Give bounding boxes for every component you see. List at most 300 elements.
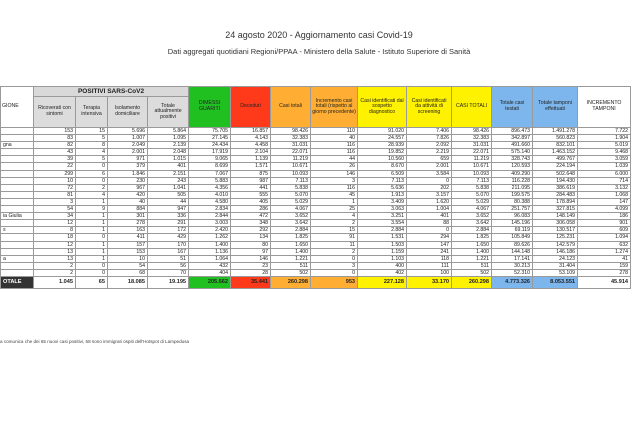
- incremento-tamponi-cell: 45.914: [578, 276, 631, 288]
- ricoverati-cell: 10: [34, 177, 76, 184]
- table-row: [1, 149, 631, 156]
- dimessi-guariti-cell: 8.699: [189, 163, 231, 170]
- region-cell: [1, 135, 34, 142]
- casi-totali-cell: 2.884: [271, 227, 311, 234]
- incremento-tamponi-cell: 609: [578, 227, 631, 234]
- casi-totali-cell: 5.029: [271, 198, 311, 205]
- attualmente-positivi-cell: 70: [148, 269, 189, 276]
- incremento-casi-cell: 26: [311, 163, 358, 170]
- attualmente-positivi-cell: 505: [148, 191, 189, 198]
- casi-totali-cell: 22.071: [271, 149, 311, 156]
- table-row: [1, 198, 631, 205]
- incremento-tamponi-cell: 714: [578, 177, 631, 184]
- isolamento-header: Isolamento domiciliare: [108, 97, 148, 128]
- ricoverati-cell: 54: [34, 206, 76, 213]
- screening-cell: 0: [407, 177, 452, 184]
- table-row: [1, 163, 631, 170]
- terapia-intensiva-cell: 4: [76, 149, 108, 156]
- region-cell: ia Giulia: [1, 213, 34, 220]
- isolamento-cell: 1.846: [108, 170, 148, 177]
- casi-totali-2-header: CASI TOTALI: [452, 87, 492, 128]
- incremento-casi-header: Incremento casi totali (rispetto al giorno precedente): [311, 87, 358, 128]
- totale-casi-testati-cell: 4.773.326: [492, 276, 533, 288]
- region-cell: [1, 206, 34, 213]
- table-row: [1, 262, 631, 269]
- incremento-casi-cell: 25: [311, 206, 358, 213]
- deceduti-cell: 405: [231, 198, 271, 205]
- incremento-casi-cell: 116: [311, 142, 358, 149]
- screening-cell: 147: [407, 241, 452, 248]
- casi-totali-cell: 3.642: [271, 220, 311, 227]
- attualmente-positivi-cell: 1.095: [148, 135, 189, 142]
- casi-totali-cell: 1.221: [271, 255, 311, 262]
- attualmente-positivi-cell: 1.041: [148, 184, 189, 191]
- incremento-casi-cell: 15: [311, 227, 358, 234]
- table-row: [1, 170, 631, 177]
- deceduti-cell: 80: [231, 241, 271, 248]
- region-header: GIONE: [1, 87, 34, 128]
- casi-totali-2-cell: 1.400: [452, 248, 492, 255]
- isolamento-cell: 153: [108, 248, 148, 255]
- region-cell: [1, 220, 34, 227]
- page-title: 24 agosto 2020 - Aggiornamento casi Covid-19: [225, 30, 413, 40]
- region-cell: [1, 241, 34, 248]
- region-cell: [1, 177, 34, 184]
- ricoverati-cell: 12: [34, 241, 76, 248]
- terapia-intensiva-cell: 0: [76, 262, 108, 269]
- attualmente-positivi-cell: 51: [148, 255, 189, 262]
- ricoverati-cell: 81: [34, 191, 76, 198]
- screening-cell: 33.170: [407, 276, 452, 288]
- incremento-tamponi-cell: 9.468: [578, 149, 631, 156]
- deceduti-cell: 28: [231, 269, 271, 276]
- dimessi-guariti-cell: 9.065: [189, 156, 231, 163]
- sospetto-diagnostico-cell: 1.103: [358, 255, 407, 262]
- incremento-tamponi-cell: 7.722: [578, 128, 631, 135]
- table-row: [1, 184, 631, 191]
- deceduti-cell: 4.143: [231, 135, 271, 142]
- terapia-intensiva-cell: 9: [76, 206, 108, 213]
- ricoverati-cell: 8: [34, 227, 76, 234]
- totale-tamponi-header: Totale tamponi effettuati: [533, 87, 578, 128]
- region-cell: [1, 170, 34, 177]
- ricoverati-cell: 39: [34, 156, 76, 163]
- terapia-intensiva-cell: 0: [76, 234, 108, 241]
- isolamento-cell: 884: [108, 206, 148, 213]
- ricoverati-header: Ricoverati con sintomi: [34, 97, 76, 128]
- deceduti-cell: 134: [231, 234, 271, 241]
- incremento-casi-cell: 44: [311, 156, 358, 163]
- sospetto-diagnostico-cell: 1.531: [358, 234, 407, 241]
- attualmente-positivi-cell: 2.048: [148, 149, 189, 156]
- screening-cell: 294: [407, 234, 452, 241]
- ricoverati-cell: 82: [34, 142, 76, 149]
- sospetto-diagnostico-cell: 24.557: [358, 135, 407, 142]
- table-row: [1, 234, 631, 241]
- sospetto-diagnostico-cell: 10.560: [358, 156, 407, 163]
- screening-cell: 1.004: [407, 206, 452, 213]
- sospetto-diagnostico-cell: 400: [358, 262, 407, 269]
- incremento-tamponi-cell: 41: [578, 255, 631, 262]
- totale-tamponi-cell: 53.109: [533, 269, 578, 276]
- deceduti-cell: 472: [231, 213, 271, 220]
- isolamento-cell: 163: [108, 227, 148, 234]
- incremento-tamponi-cell: 1.068: [578, 191, 631, 198]
- sospetto-diagnostico-header: Casi identificati dal sospetto diagnostico: [358, 87, 407, 128]
- screening-cell: 100: [407, 269, 452, 276]
- incremento-casi-cell: 91: [311, 234, 358, 241]
- totale-tamponi-cell: 224.194: [533, 163, 578, 170]
- terapia-intensiva-cell: 1: [76, 227, 108, 234]
- isolamento-cell: 2.049: [108, 142, 148, 149]
- incremento-tamponi-cell: 1.904: [578, 135, 631, 142]
- totale-casi-testati-cell: 144.148: [492, 248, 533, 255]
- attualmente-positivi-cell: 243: [148, 177, 189, 184]
- screening-cell: 7.826: [407, 135, 452, 142]
- incremento-tamponi-cell: 4.099: [578, 206, 631, 213]
- casi-totali-2-cell: 260.298: [452, 276, 492, 288]
- total-row: [1, 276, 631, 288]
- incremento-casi-cell: 0: [311, 255, 358, 262]
- table-row: [1, 227, 631, 234]
- totale-tamponi-cell: 560.823: [533, 135, 578, 142]
- region-cell: gna: [1, 142, 34, 149]
- isolamento-cell: 379: [108, 163, 148, 170]
- attualmente-positivi-cell: 1.015: [148, 156, 189, 163]
- incremento-tamponi-cell: 632: [578, 241, 631, 248]
- sospetto-diagnostico-cell: 1.159: [358, 248, 407, 255]
- region-cell: [1, 149, 34, 156]
- dimessi-guariti-cell: 205.662: [189, 276, 231, 288]
- casi-totali-cell: 502: [271, 269, 311, 276]
- incremento-tamponi-cell: 147: [578, 198, 631, 205]
- screening-cell: 3.584: [407, 170, 452, 177]
- sospetto-diagnostico-cell: 5.636: [358, 184, 407, 191]
- totale-casi-testati-cell: 342.897: [492, 135, 533, 142]
- dimessi-guariti-cell: 1.136: [189, 248, 231, 255]
- table-row: [1, 255, 631, 262]
- totale-casi-testati-header: Totale casi testati: [492, 87, 533, 128]
- screening-cell: 2.219: [407, 149, 452, 156]
- isolamento-cell: 68: [108, 269, 148, 276]
- deceduti-cell: 555: [231, 191, 271, 198]
- dimessi-guariti-cell: 1.262: [189, 234, 231, 241]
- deceduti-cell: 4.458: [231, 142, 271, 149]
- totale-casi-testati-cell: 80.388: [492, 198, 533, 205]
- totale-tamponi-cell: 284.483: [533, 191, 578, 198]
- ricoverati-cell: 3: [34, 198, 76, 205]
- totale-tamponi-cell: 142.579: [533, 241, 578, 248]
- totale-tamponi-cell: 130.517: [533, 227, 578, 234]
- sospetto-diagnostico-cell: 28.939: [358, 142, 407, 149]
- dimessi-guariti-cell: 7.067: [189, 170, 231, 177]
- totale-tamponi-cell: 24.123: [533, 255, 578, 262]
- totale-casi-testati-cell: 145.196: [492, 220, 533, 227]
- screening-cell: 202: [407, 184, 452, 191]
- totale-tamponi-cell: 386.619: [533, 184, 578, 191]
- screening-cell: 111: [407, 262, 452, 269]
- region-cell: [1, 128, 34, 135]
- attualmente-positivi-cell: 167: [148, 248, 189, 255]
- terapia-intensiva-cell: 4: [76, 191, 108, 198]
- totale-casi-testati-cell: 120.593: [492, 163, 533, 170]
- totale-casi-testati-cell: 116.228: [492, 177, 533, 184]
- screening-cell: 3.157: [407, 191, 452, 198]
- ricoverati-cell: 2: [34, 262, 76, 269]
- table-row: [1, 191, 631, 198]
- totale-tamponi-cell: 178.894: [533, 198, 578, 205]
- casi-totali-header: Casi totali: [271, 87, 311, 128]
- dimessi-guariti-cell: 3.003: [189, 220, 231, 227]
- sospetto-diagnostico-cell: 91.020: [358, 128, 407, 135]
- casi-totali-2-cell: 502: [452, 269, 492, 276]
- incremento-casi-cell: 40: [311, 135, 358, 142]
- incremento-tamponi-cell: 901: [578, 220, 631, 227]
- footnote: a comunica che dei 65 nuovi casi positivi, 58 sono immigrati ospiti dell'Hotspot di Lampedusa: [0, 339, 190, 344]
- casi-totali-cell: 1.650: [271, 241, 311, 248]
- region-cell: [1, 191, 34, 198]
- ricoverati-cell: 299: [34, 170, 76, 177]
- deceduti-cell: 23: [231, 262, 271, 269]
- deceduti-cell: 286: [231, 206, 271, 213]
- incremento-casi-cell: 11: [311, 241, 358, 248]
- deceduti-cell: 987: [231, 177, 271, 184]
- sospetto-diagnostico-cell: 3.409: [358, 198, 407, 205]
- casi-totali-cell: 4.067: [271, 206, 311, 213]
- isolamento-cell: 411: [108, 234, 148, 241]
- screening-cell: 401: [407, 213, 452, 220]
- terapia-intensiva-cell: 5: [76, 156, 108, 163]
- incremento-tamponi-cell: 3.059: [578, 156, 631, 163]
- dimessi-guariti-cell: 5.883: [189, 177, 231, 184]
- totale-casi-testati-cell: 96.083: [492, 213, 533, 220]
- incremento-casi-cell: 116: [311, 149, 358, 156]
- region-cell: [1, 163, 34, 170]
- totale-tamponi-cell: 306.058: [533, 220, 578, 227]
- sospetto-diagnostico-cell: 1.503: [358, 241, 407, 248]
- totale-tamponi-cell: 146.186: [533, 248, 578, 255]
- region-cell: [1, 269, 34, 276]
- incremento-tamponi-cell: 6.000: [578, 170, 631, 177]
- ricoverati-cell: 13: [34, 255, 76, 262]
- attualmente-positivi-cell: 401: [148, 163, 189, 170]
- dimessi-guariti-cell: 404: [189, 269, 231, 276]
- sospetto-diagnostico-cell: 6.509: [358, 170, 407, 177]
- table-row: [1, 220, 631, 227]
- screening-cell: 0: [407, 227, 452, 234]
- casi-totali-2-cell: 1.825: [452, 234, 492, 241]
- incremento-tamponi-header: INCREMENTO TAMPONI: [578, 87, 631, 128]
- attualmente-positivi-cell: 5.864: [148, 128, 189, 135]
- incremento-casi-cell: 116: [311, 184, 358, 191]
- casi-totali-2-cell: 98.426: [452, 128, 492, 135]
- totale-casi-testati-cell: 17.141: [492, 255, 533, 262]
- ricoverati-cell: 13: [34, 248, 76, 255]
- casi-totali-2-cell: 22.071: [452, 149, 492, 156]
- screening-cell: 2.092: [407, 142, 452, 149]
- page-subtitle: Dati aggregati quotidiani Regioni/PPAA - Ministero della Salute - Istituto Superiore di Sanità: [167, 47, 471, 56]
- sospetto-diagnostico-cell: 3.554: [358, 220, 407, 227]
- incremento-tamponi-cell: 159: [578, 262, 631, 269]
- casi-totali-2-cell: 1.650: [452, 241, 492, 248]
- totale-tamponi-cell: 148.149: [533, 213, 578, 220]
- incremento-tamponi-cell: 5.019: [578, 142, 631, 149]
- isolamento-cell: 40: [108, 198, 148, 205]
- sospetto-diagnostico-cell: 227.128: [358, 276, 407, 288]
- casi-totali-cell: 1.400: [271, 248, 311, 255]
- totale-tamponi-cell: 8.053.551: [533, 276, 578, 288]
- incremento-tamponi-cell: 278: [578, 269, 631, 276]
- screening-cell: 1.620: [407, 198, 452, 205]
- ricoverati-cell: 18: [34, 234, 76, 241]
- incremento-tamponi-cell: 1.039: [578, 163, 631, 170]
- casi-totali-2-cell: 5.029: [452, 198, 492, 205]
- isolamento-cell: 971: [108, 156, 148, 163]
- isolamento-cell: 10: [108, 255, 148, 262]
- table-row: [1, 241, 631, 248]
- region-cell: [1, 248, 34, 255]
- casi-totali-2-cell: 5.838: [452, 184, 492, 191]
- dimessi-guariti-cell: 2.834: [189, 206, 231, 213]
- region-cell: [1, 262, 34, 269]
- terapia-intensiva-cell: 2: [76, 184, 108, 191]
- dimessi-guariti-cell: 1.064: [189, 255, 231, 262]
- attualmente-positivi-header: Totale attualmente positivi: [148, 97, 189, 128]
- totale-tamponi-cell: 1.491.278: [533, 128, 578, 135]
- incremento-casi-cell: 45: [311, 191, 358, 198]
- totale-tamponi-cell: 31.404: [533, 262, 578, 269]
- totale-casi-testati-cell: 199.575: [492, 191, 533, 198]
- terapia-intensiva-header: Terapia intensiva: [76, 97, 108, 128]
- attualmente-positivi-cell: 44: [148, 198, 189, 205]
- attualmente-positivi-cell: 429: [148, 234, 189, 241]
- sospetto-diagnostico-cell: 19.852: [358, 149, 407, 156]
- totale-casi-testati-cell: 69.119: [492, 227, 533, 234]
- isolamento-cell: 157: [108, 241, 148, 248]
- totale-tamponi-cell: 499.767: [533, 156, 578, 163]
- screening-cell: 118: [407, 255, 452, 262]
- region-cell: [1, 184, 34, 191]
- casi-totali-cell: 98.426: [271, 128, 311, 135]
- deceduti-cell: 97: [231, 248, 271, 255]
- sospetto-diagnostico-cell: 8.670: [358, 163, 407, 170]
- casi-totali-cell: 31.031: [271, 142, 311, 149]
- isolamento-cell: 54: [108, 262, 148, 269]
- screening-cell: 659: [407, 156, 452, 163]
- totale-tamponi-cell: 194.430: [533, 177, 578, 184]
- casi-totali-2-cell: 1.221: [452, 255, 492, 262]
- sospetto-diagnostico-cell: 1.913: [358, 191, 407, 198]
- attualmente-positivi-cell: 2.139: [148, 142, 189, 149]
- attualmente-positivi-cell: 170: [148, 241, 189, 248]
- casi-totali-2-cell: 10.671: [452, 163, 492, 170]
- deceduti-cell: 292: [231, 227, 271, 234]
- terapia-intensiva-cell: 6: [76, 170, 108, 177]
- isolamento-cell: 5.696: [108, 128, 148, 135]
- casi-totali-2-cell: 31.031: [452, 142, 492, 149]
- totale-casi-testati-cell: 211.095: [492, 184, 533, 191]
- sospetto-diagnostico-cell: 402: [358, 269, 407, 276]
- casi-totali-cell: 10.093: [271, 170, 311, 177]
- covid-table-wrapper: [0, 86, 630, 289]
- ricoverati-cell: 72: [34, 184, 76, 191]
- dimessi-guariti-cell: 1.400: [189, 241, 231, 248]
- incremento-tamponi-cell: 186: [578, 213, 631, 220]
- incremento-casi-cell: 146: [311, 170, 358, 177]
- incremento-tamponi-cell: 1.274: [578, 248, 631, 255]
- incremento-casi-cell: 4: [311, 213, 358, 220]
- totale-casi-testati-cell: 30.213: [492, 262, 533, 269]
- deceduti-cell: 1.571: [231, 163, 271, 170]
- sospetto-diagnostico-cell: 3.251: [358, 213, 407, 220]
- table-row: [1, 135, 631, 142]
- dimessi-guariti-cell: 27.145: [189, 135, 231, 142]
- terapia-intensiva-cell: 1: [76, 198, 108, 205]
- casi-totali-cell: 7.113: [271, 177, 311, 184]
- table-row: [1, 128, 631, 135]
- casi-totali-cell: 1.825: [271, 234, 311, 241]
- casi-totali-cell: 5.838: [271, 184, 311, 191]
- isolamento-cell: 278: [108, 220, 148, 227]
- deceduti-cell: 348: [231, 220, 271, 227]
- terapia-intensiva-cell: 1: [76, 255, 108, 262]
- incremento-tamponi-cell: 3.132: [578, 184, 631, 191]
- incremento-tamponi-cell: 1.094: [578, 234, 631, 241]
- incremento-casi-cell: 953: [311, 276, 358, 288]
- dimessi-guariti-cell: 4.580: [189, 198, 231, 205]
- casi-totali-cell: 32.383: [271, 135, 311, 142]
- casi-totali-2-cell: 2.884: [452, 227, 492, 234]
- region-cell: [1, 234, 34, 241]
- region-cell: s: [1, 227, 34, 234]
- terapia-intensiva-cell: 1: [76, 213, 108, 220]
- casi-totali-cell: 11.219: [271, 156, 311, 163]
- positivi-header: POSITIVI SARS-CoV2: [34, 87, 189, 97]
- dimessi-guariti-cell: 17.919: [189, 149, 231, 156]
- terapia-intensiva-cell: 0: [76, 269, 108, 276]
- ricoverati-cell: 83: [34, 135, 76, 142]
- table-row: [1, 142, 631, 149]
- deceduti-cell: 146: [231, 255, 271, 262]
- deceduti-cell: 35.441: [231, 276, 271, 288]
- incremento-casi-cell: 2: [311, 248, 358, 255]
- region-cell: [1, 156, 34, 163]
- casi-totali-2-cell: 511: [452, 262, 492, 269]
- screening-cell: 88: [407, 220, 452, 227]
- ricoverati-cell: 22: [34, 163, 76, 170]
- ricoverati-cell: 12: [34, 220, 76, 227]
- attualmente-positivi-cell: 947: [148, 206, 189, 213]
- dimessi-guariti-cell: 24.434: [189, 142, 231, 149]
- totale-tamponi-cell: 1.463.152: [533, 149, 578, 156]
- casi-totali-cell: 10.671: [271, 163, 311, 170]
- deceduti-cell: 441: [231, 184, 271, 191]
- terapia-intensiva-cell: 1: [76, 248, 108, 255]
- casi-totali-2-cell: 32.383: [452, 135, 492, 142]
- table-row: [1, 213, 631, 220]
- casi-totali-2-cell: 11.219: [452, 156, 492, 163]
- isolamento-cell: 1.007: [108, 135, 148, 142]
- deceduti-cell: 2.104: [231, 149, 271, 156]
- dimessi-guariti-cell: 2.844: [189, 213, 231, 220]
- totale-casi-testati-cell: 105.849: [492, 234, 533, 241]
- casi-totali-cell: 511: [271, 262, 311, 269]
- incremento-casi-cell: 0: [311, 269, 358, 276]
- terapia-intensiva-cell: 0: [76, 163, 108, 170]
- totale-tamponi-cell: 125.231: [533, 234, 578, 241]
- totale-tamponi-cell: 502.648: [533, 170, 578, 177]
- incremento-casi-cell: 3: [311, 262, 358, 269]
